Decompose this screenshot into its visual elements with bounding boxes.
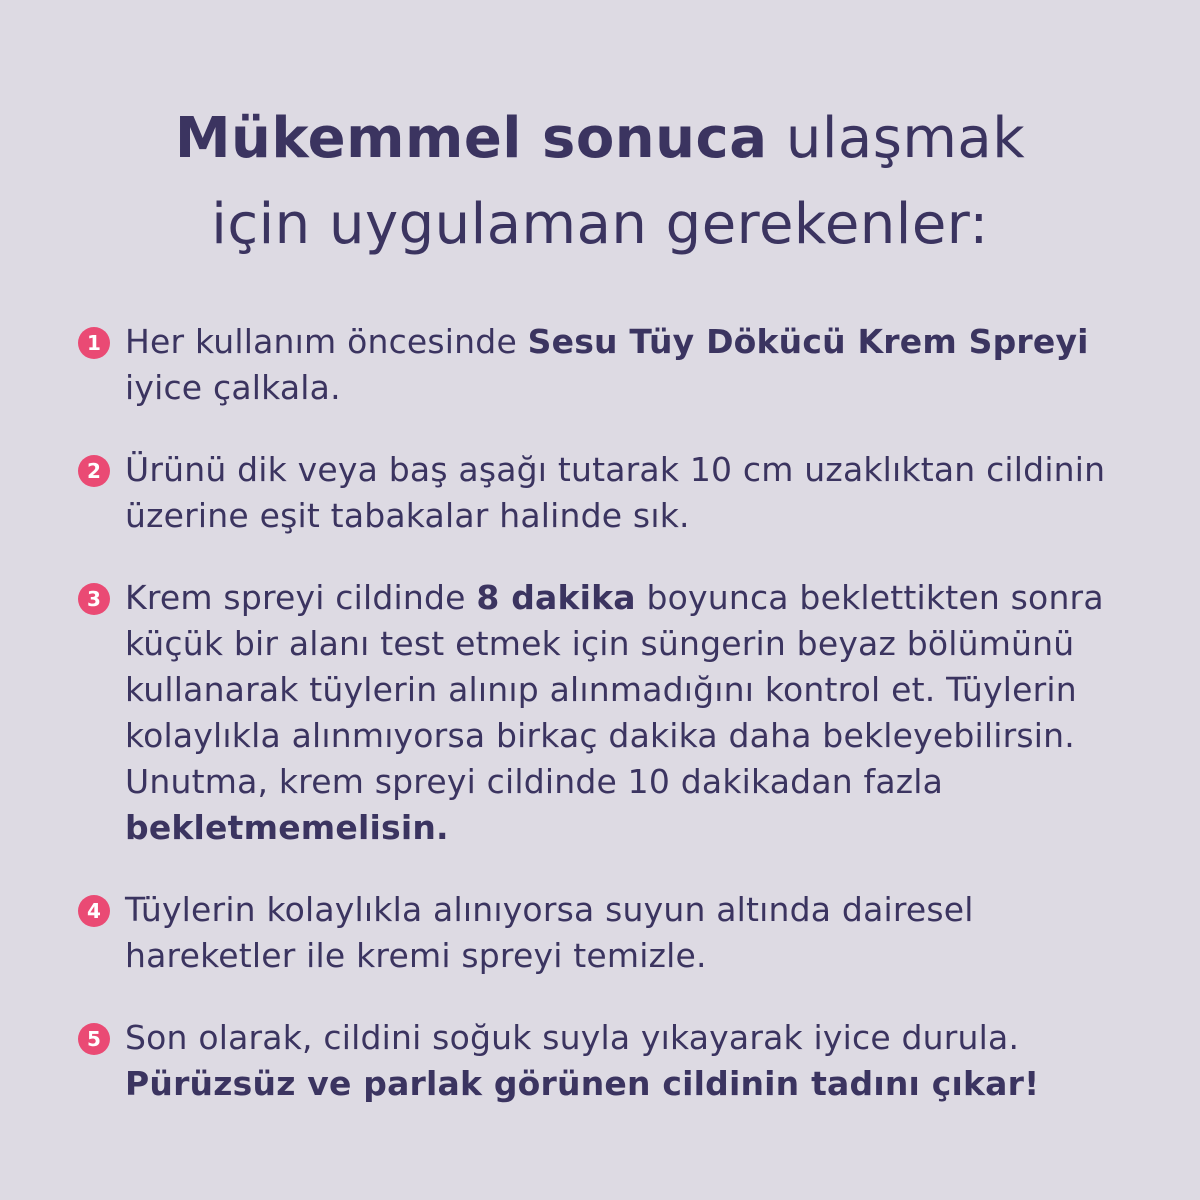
- step-number-badge: 3: [78, 583, 110, 615]
- step-2: [78, 447, 1138, 539]
- step-text: Her kullanım öncesinde: [125, 322, 528, 361]
- step-text: Tüylerin kolaylıkla alınıyorsa suyun altında dairesel hareketler ile kremi spreyi temizle.: [125, 890, 974, 975]
- step-number-badge: 4: [78, 895, 110, 927]
- step-text: Ürünü dik veya baş aşağı tutarak 10 cm uzaklıktan cildinin üzerine eşit tabakalar halinde sık.: [125, 450, 1106, 535]
- step-number-badge: 5: [78, 1023, 110, 1055]
- step-number-badge: 2: [78, 455, 110, 487]
- closing-highlight: Pürüzsüz ve parlak görünen cildinin tadını çıkar!: [125, 1064, 1040, 1103]
- title-rest: ulaşmak: [767, 106, 1026, 171]
- page-title: [0, 96, 1200, 268]
- steps-list: [78, 319, 1138, 1107]
- step-text: Krem spreyi cildinde: [125, 578, 477, 617]
- step-text: Son olarak, cildini soğuk suyla yıkayarak iyice durula.: [125, 1018, 1020, 1057]
- step-5: [78, 1015, 1138, 1107]
- title-bold: Mükemmel sonuca: [174, 106, 768, 171]
- duration-highlight: 8 dakika: [476, 578, 636, 617]
- step-number-badge: 1: [78, 327, 110, 359]
- warning-highlight: bekletmemelisin.: [125, 808, 449, 847]
- step-text: boyunca beklettikten sonra küçük bir alanı test etmek için süngerin beyaz bölümünü kullanarak tüylerin alınıp alınmadığını kontrol et. Tüylerin kolaylıkla alınmıyorsa birkaç dakika daha bekleyebilirsin. Unutma, krem spreyi cildinde 10 dakikadan fazla: [125, 578, 1104, 801]
- step-3: [78, 575, 1138, 851]
- step-4: [78, 887, 1138, 979]
- step-text: iyice çalkala.: [125, 368, 341, 407]
- title-line-2: için uygulaman gerekenler:: [211, 192, 989, 257]
- product-name: Sesu Tüy Dökücü Krem Spreyi: [527, 322, 1089, 361]
- step-1: [78, 319, 1138, 411]
